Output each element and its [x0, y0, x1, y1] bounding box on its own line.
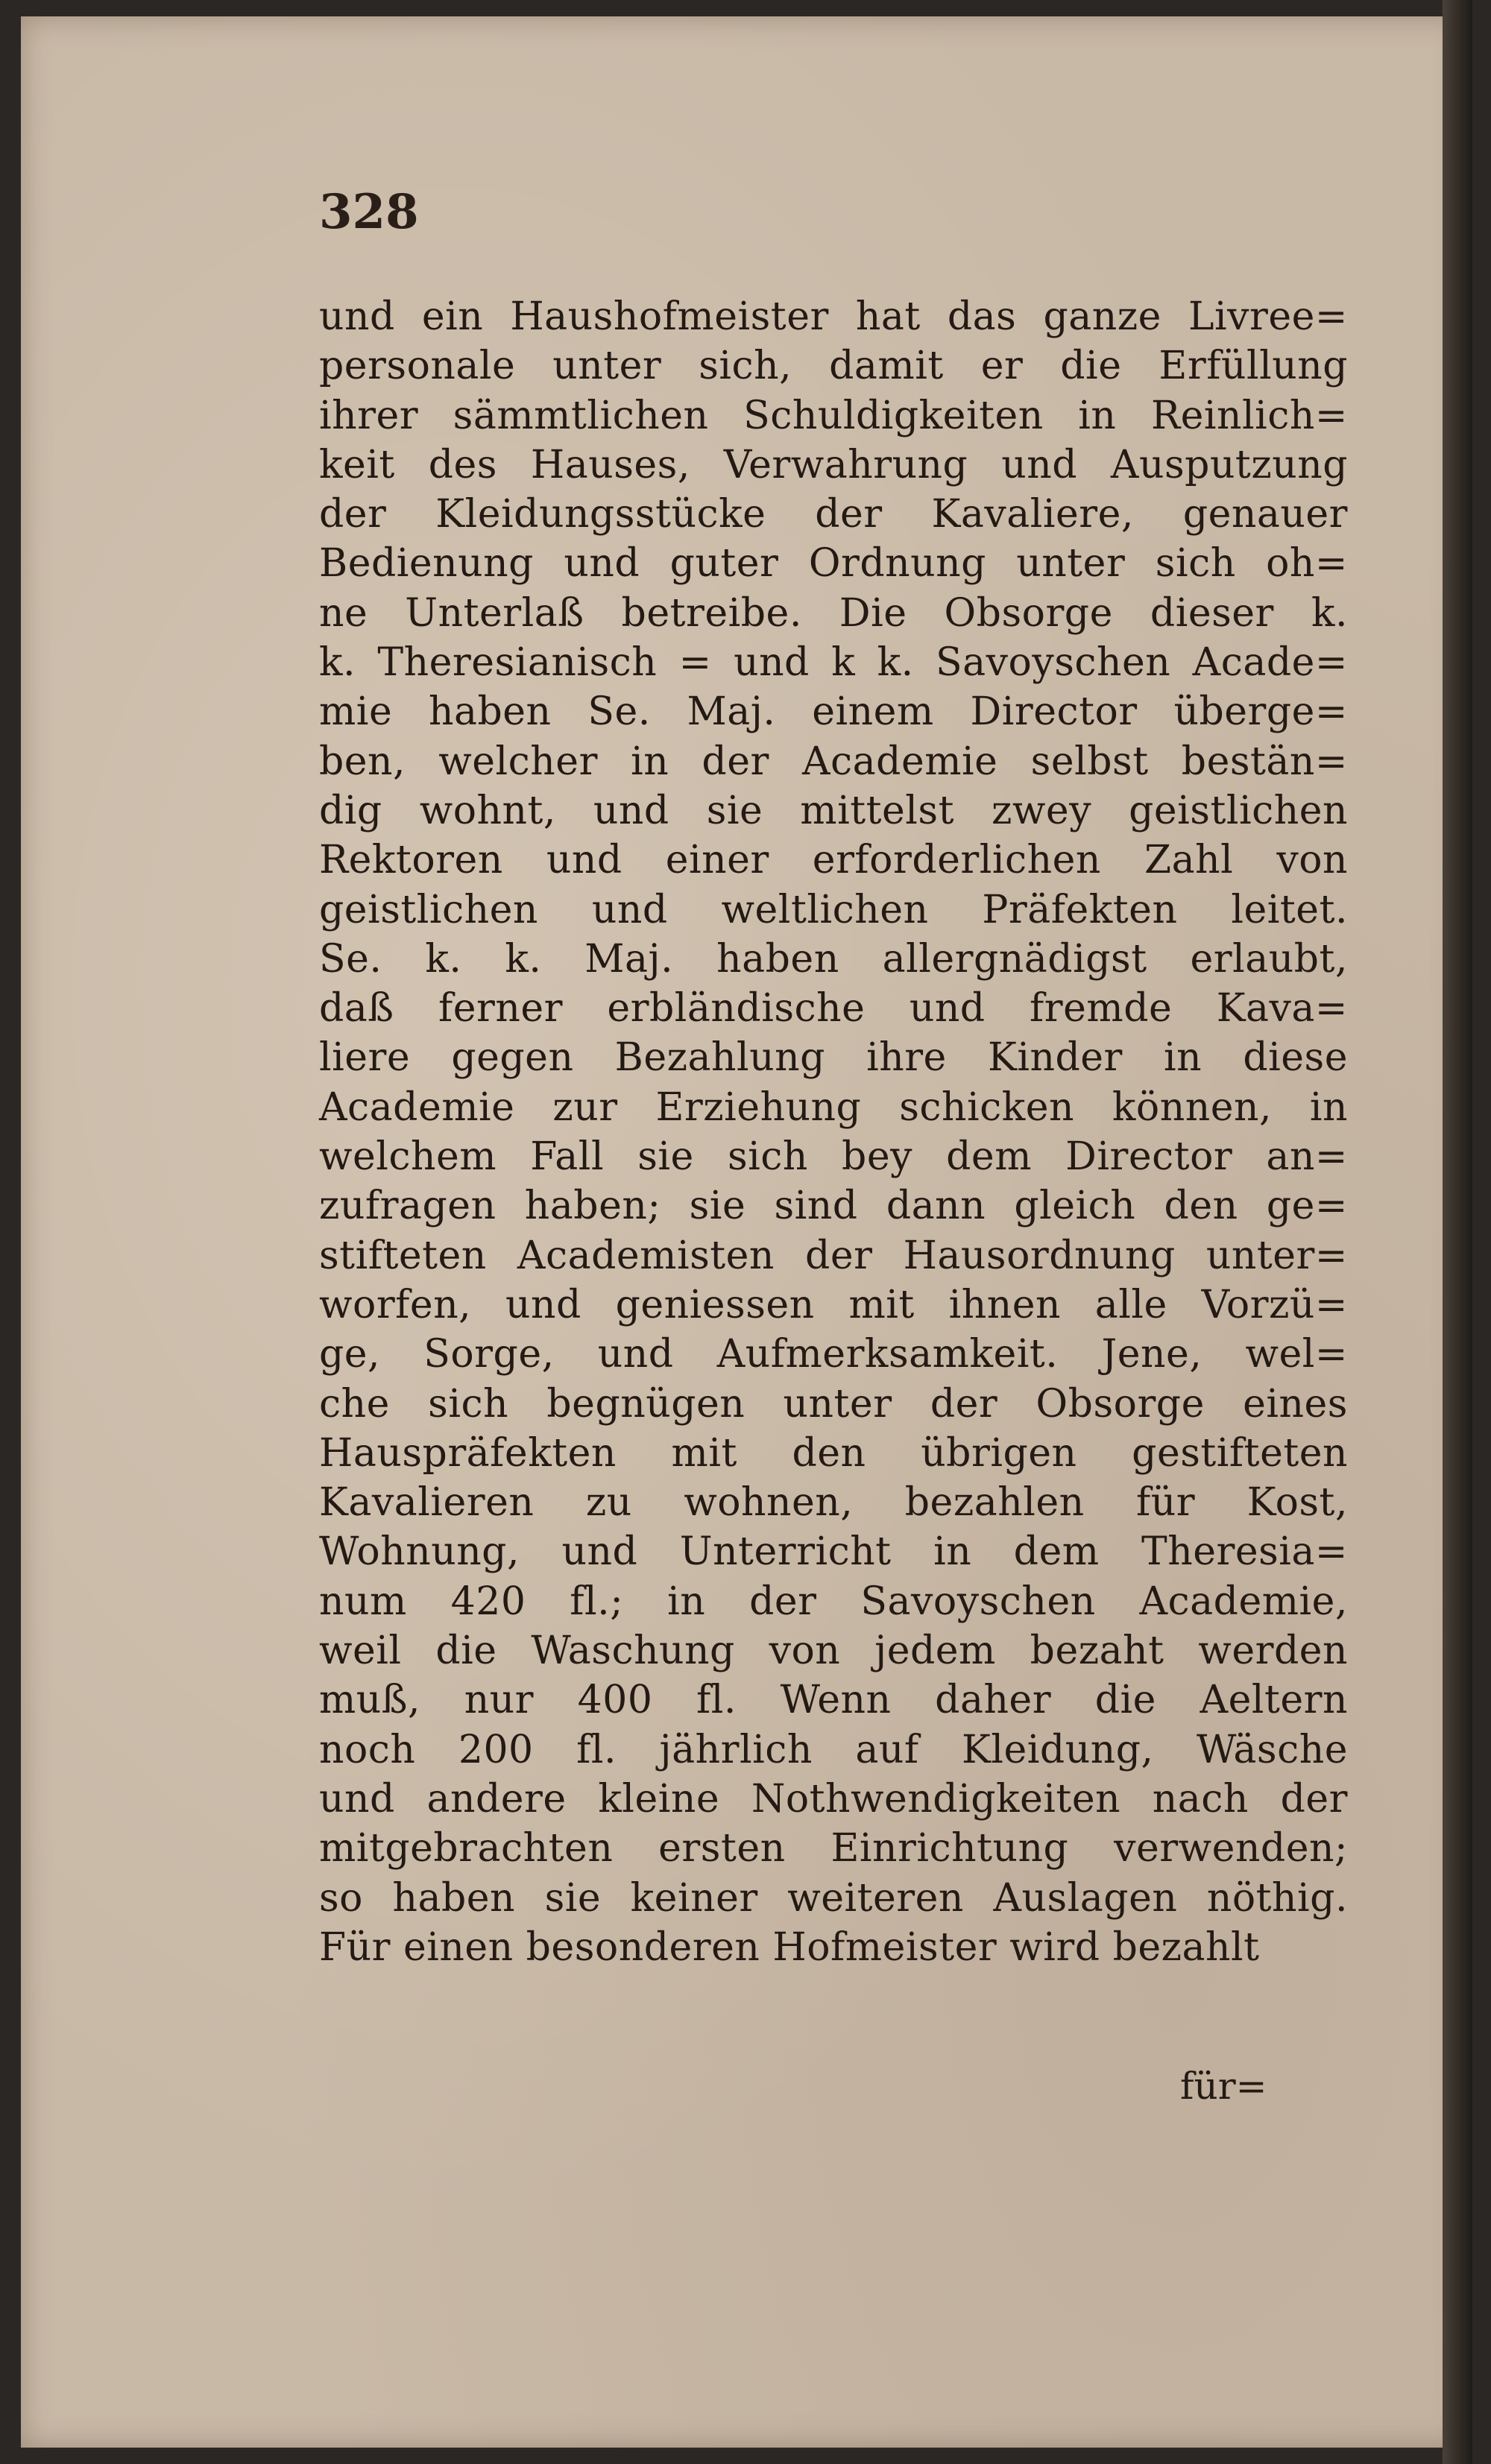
- text-line: num 420 fl.; in der Savoyschen Academie,: [319, 1579, 1348, 1624]
- text-line: Kavalieren zu wohnen, bezahlen für Kost,: [319, 1480, 1348, 1526]
- text-line: dig wohnt, und sie mittelst zwey geistlichen: [319, 788, 1348, 833]
- book-edge-shadow: [1443, 0, 1472, 2464]
- text-line: zufragen haben; sie sind dann gleich den ge=: [319, 1184, 1348, 1229]
- text-line: k. Theresianisch = und k k. Savoyschen Acade=: [319, 640, 1348, 686]
- text-line: che sich begnügen unter der Obsorge eines: [319, 1381, 1348, 1427]
- text-line: keit des Hauses, Verwahrung und Ausputzung: [319, 442, 1348, 487]
- text-line: mie haben Se. Maj. einem Director überge=: [319, 689, 1348, 735]
- text-line: ge, Sorge, und Aufmerksamkeit. Jene, wel=: [319, 1332, 1348, 1377]
- text-line: und ein Haushofmeister hat das ganze Livree=: [319, 294, 1348, 339]
- text-line: daß ferner erbländische und fremde Kava=: [319, 986, 1348, 1032]
- text-line: Bedienung und guter Ordnung unter sich oh=: [319, 541, 1348, 587]
- text-line: liere gegen Bezahlung ihre Kinder in diese: [319, 1035, 1348, 1081]
- page-number: 328: [319, 184, 419, 240]
- text-line: geistlichen und weltlichen Präfekten leitet.: [319, 887, 1348, 932]
- text-line: welchem Fall sie sich bey dem Director an=: [319, 1134, 1348, 1180]
- text-line: der Kleidungsstücke der Kavaliere, genauer: [319, 492, 1348, 537]
- text-line: so haben sie keiner weiteren Auslagen nöthig.: [319, 1875, 1348, 1921]
- text-line: worfen, und geniessen mit ihnen alle Vorzü=: [319, 1282, 1348, 1327]
- text-line: ben, welcher in der Academie selbst bestän=: [319, 739, 1348, 784]
- text-line: Academie zur Erziehung schicken können, in: [319, 1084, 1348, 1130]
- text-line: Rektoren und einer erforderlichen Zahl von: [319, 838, 1348, 883]
- text-line: Se. k. k. Maj. haben allergnädigst erlaubt,: [319, 936, 1348, 982]
- paper-page: [21, 16, 1463, 2448]
- text-line: ihrer sämmtlichen Schuldigkeiten in Reinlich=: [319, 393, 1348, 438]
- catchword: für=: [1180, 2065, 1267, 2108]
- text-line: personale unter sich, damit er die Erfüllung: [319, 344, 1348, 389]
- body-text: [319, 292, 1348, 1972]
- text-line: weil die Waschung von jedem bezaht werden: [319, 1629, 1348, 1674]
- text-line: ne Unterlaß betreibe. Die Obsorge dieser k.: [319, 590, 1348, 636]
- text-line: noch 200 fl. jährlich auf Kleidung, Wäsche: [319, 1727, 1348, 1772]
- text-line: mitgebrachten ersten Einrichtung verwenden;: [319, 1826, 1348, 1871]
- text-line: muß, nur 400 fl. Wenn daher die Aeltern: [319, 1678, 1348, 1723]
- text-line: stifteten Academisten der Hausordnung unter=: [319, 1233, 1348, 1278]
- text-line: Für einen besonderen Hofmeister wird bezahlt: [319, 1924, 1260, 1970]
- text-line: Hauspräfekten mit den übrigen gestifteten: [319, 1430, 1348, 1476]
- text-line: und andere kleine Nothwendigkeiten nach der: [319, 1776, 1348, 1822]
- text-line: Wohnung, und Unterricht in dem Theresia=: [319, 1529, 1348, 1575]
